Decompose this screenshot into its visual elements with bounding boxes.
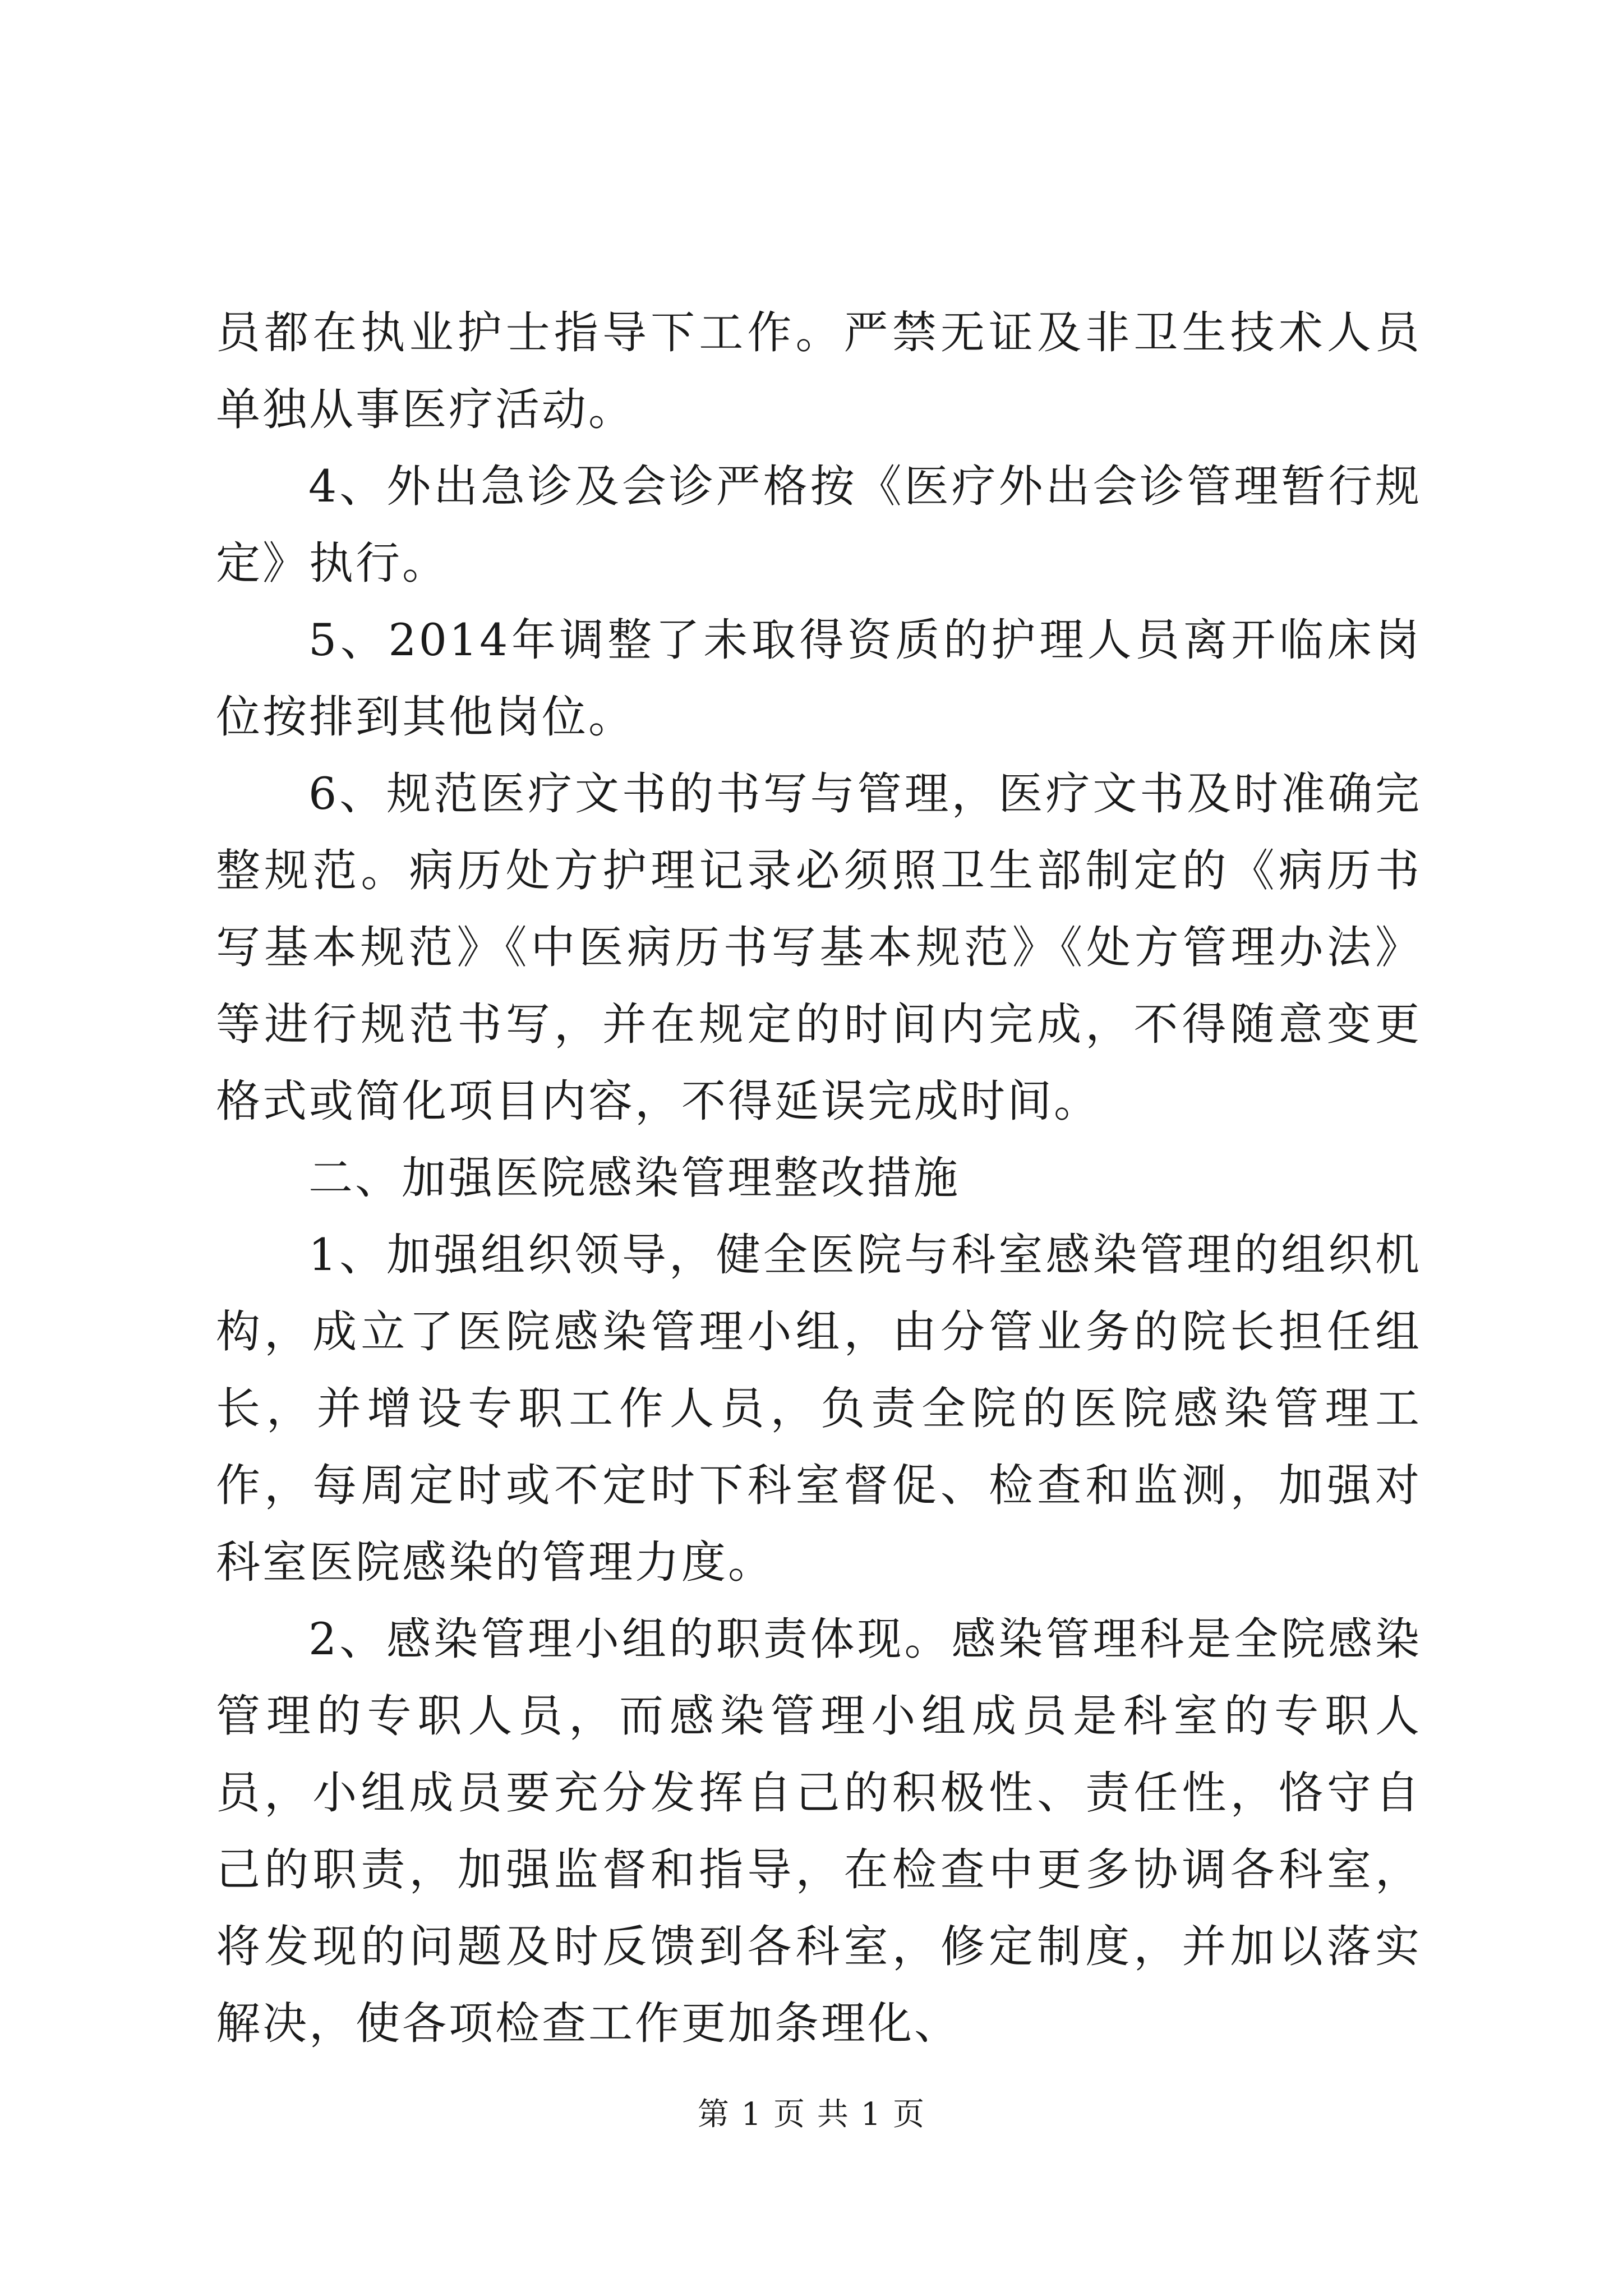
document-body xyxy=(216,295,1422,2062)
paragraph-item-1: 1、加强组织领导，健全医院与科室感染管理的组织机构，成立了医院感染管理小组，由分管业务的院长担任组长，并增设专职工作人员，负责全院的医院感染管理工作，每周定时或不定时下科室督促、检查和监测，加强对科室医院感染的管理力度。 xyxy=(216,1229,1422,1588)
page-number-label: 第 1 页 共 1 页 xyxy=(697,2096,926,2133)
paragraph-item-4: 4、外出急诊及会诊严格按《医疗外出会诊管理暂行规定》执行。 xyxy=(216,461,1422,589)
paragraph-item-5: 5、2014年调整了未取得资质的护理人员离开临床岗位按排到其他岗位。 xyxy=(216,614,1422,743)
paragraph-item-6: 6、规范医疗文书的书写与管理，医疗文书及时准确完整规范。病历处方护理记录必须照卫生部制定的《病历书写基本规范》《中医病历书写基本规范》《处方管理办法》等进行规范书写，并在规定的时间内完成，不得随意变更格式或简化项目内容，不得延误完成时间。 xyxy=(216,768,1422,1127)
paragraph-continuation: 员都在执业护士指导下工作。严禁无证及非卫生技术人员单独从事医疗活动。 xyxy=(216,307,1422,435)
page-footer xyxy=(0,2095,1623,2134)
paragraph-item-2: 2、感染管理小组的职责体现。感染管理科是全院感染管理的专职人员，而感染管理小组成员是科室的专职人员，小组成员要充分发挥自己的积极性、责任性，恪守自己的职责，加强监督和指导，在检查中更多协调各科室，将发现的问题及时反馈到各科室，修定制度，并加以落实解决，使各项检查工作更加条理化、 xyxy=(216,1613,1422,2049)
section-heading: 二、加强医院感染管理整改措施 xyxy=(308,1152,960,1204)
